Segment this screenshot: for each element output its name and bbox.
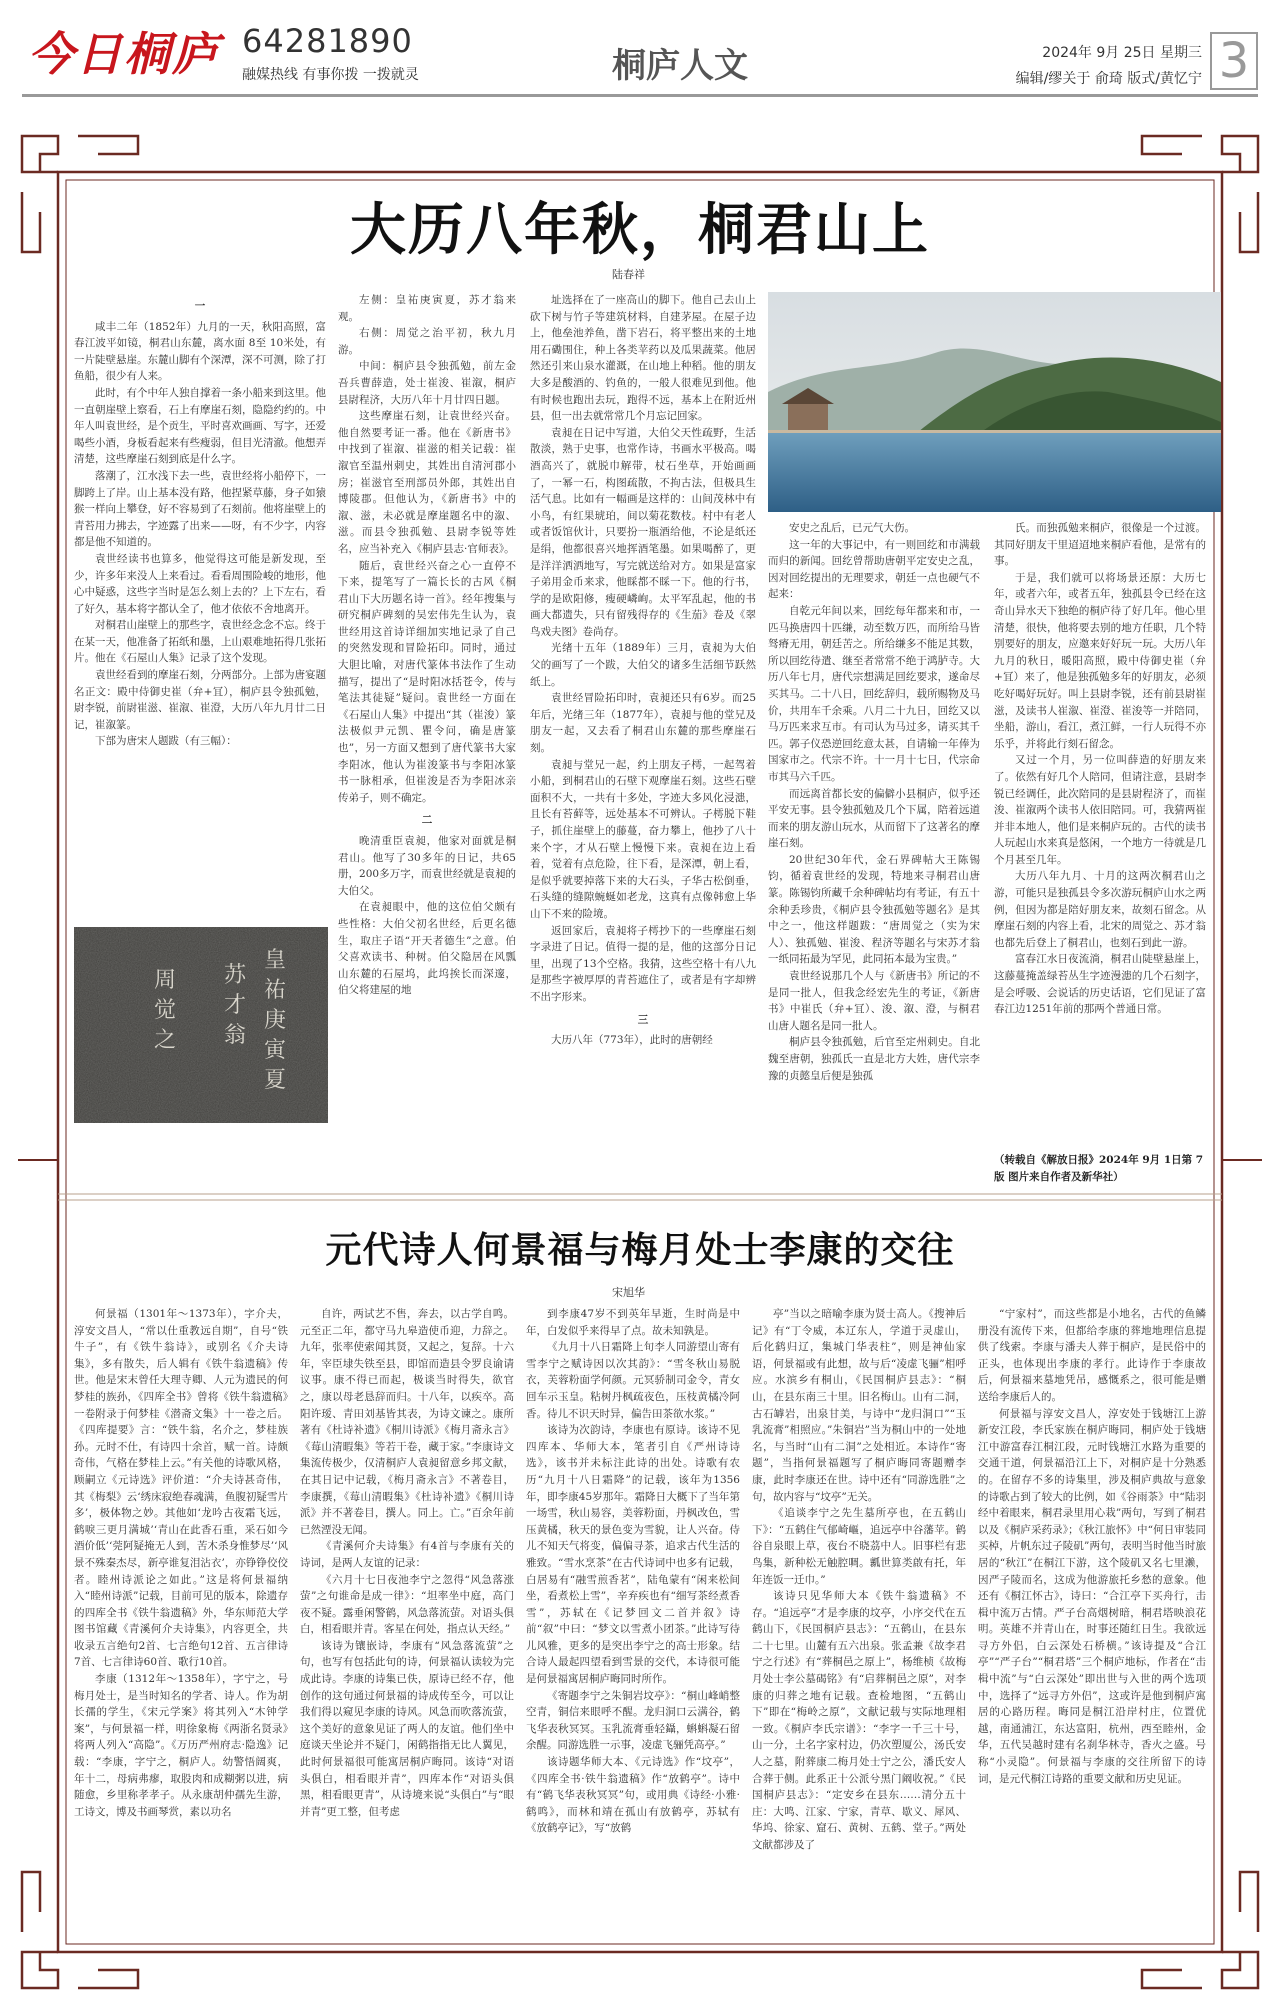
article2-column-3 — [526, 1306, 740, 1960]
paragraph: 袁世经冒险拓印时，袁昶还只有6岁。而25年后，光绪三年（1877年），袁昶与他的堂兄及朋友一起，又去看了桐君山东麓的那些摩崖石刻。 — [530, 692, 756, 755]
article1-column-5 — [994, 520, 1206, 1150]
svg-text:庚: 庚 — [264, 1008, 287, 1033]
paragraph: 该诗为镶嵌诗，李康有“风急落流萤”之句，也写有包括此句的诗，何景福认读较为完成此诗。李康的诗集已佚，原诗已经不存，他创作的这句通过何景福的诗成传至今，可以让我们得以窥见李康的诗风。风急而吹落流萤，这个美好的意象见证了两人的友谊。他们坐中庭谈天坐论并不疑门，闲鹤指指无比人翼见，此时何景福很可能寓居桐庐晦同。该诗“对语头俱白，相看眼并青”，四库本作“对语头俱黑，相看眼更青”，从诗境来说“头俱白”与“眼并青”更工整，但考虑 — [300, 1639, 514, 1818]
article2-author: 宋旭华 — [612, 1286, 645, 1299]
issue-date: 2024年 9月 25日 星期三 — [1042, 45, 1202, 61]
hotline-slogan: 融媒热线 有事你拨 一拨就灵 — [242, 67, 419, 83]
paragraph: 李康（1312年～1358年），字宁之，号梅月处士，是当时知名的学者、诗人。作为胡长孺的学生，《宋元学案》将其列入“木钟学案”，与何景福一样，明徐象梅《两浙名贤录》将两人列入“高隐”。《万历严州府志·隐逸》记载：“李康，字宁之，桐庐人。幼警悟阔爽，年十二，母病弗瘳，取股肉和成糊粥以进，病随愈，乡里称孝孝子。从永康胡仲孺先生游，工诗文，博及书画琴赏，素以功名 — [74, 1673, 288, 1818]
section-mark-1: 一 — [194, 300, 206, 312]
paragraph: 又过一个月，另一位叫薛造的好朋友来了。依然有好几个人陪同，但请注意，县尉李锐已经调任，此次陪同的是县尉程济了，而崔浚、崔溆两个读书人依旧陪同。可，我猜两崔并非本地人，他们是来桐庐玩的。古代的读书人玩起山水来真是悠闲，一个地方一待就是几个月甚至几年。 — [994, 754, 1206, 866]
paragraph: “宁家村”，而这些都是小地名，古代的鱼鳞册没有流传下来，但都给李康的葬地地理信息提供了线索。李康与潘夫人葬于桐庐，是民俗中的正头，也体现出李康的孝行。此诗作于李康故后，何景福来墓地凭吊，感慨系之，很可能是赠送给李康后人的。 — [978, 1308, 1206, 1403]
masthead-rule — [22, 94, 1258, 97]
svg-text:皇: 皇 — [264, 948, 287, 973]
tongjun-mountain-landscape-photo — [768, 292, 1221, 512]
section-title: 桐庐人文 — [612, 46, 748, 86]
paragraph: 亭”当以之暗喻李康为贤士高人。《搜神后记》有“丁令威，本辽东人，学道于灵虚山，后化鹤归辽，集城门华表柱”，则是神仙家语，何景福或有此想，故与后“凌虚飞骊”相呼应。水滨乡有桐山，《民国桐庐县志》：“桐山，在县东南三十里。旧名梅山。山有二洞，古石罅岩，出泉甘美，与诗中“龙归洞口”“玉乳流膏”相照应。”朱铜岩”当为桐山中的一处地名，与当时“山有二洞”之处相近。本诗作“寄题”，当指何景福题写了桐庐晦同寄题赠李康，此时李康还在世。诗中还有“同游选胜”之句，故内容与“坟亭”无关。 — [752, 1308, 966, 1503]
paragraph: 自许，两试艺不售，奔去，以古学自鸣。元至正二年，都守马九皋造使币迎，力辞之。九年，张率使索闻其贤，又起之，复辞。十六年，宰臣埭失铁至县，即馆而造县令罗良谕请议事。康不得已而起，极谈当时得失，欲官之，康以母老恳辞而归。十八年，以疾卒。高阳许瑷、青田刘基皆其表，为诗文谏之。康所著有《杜诗补遗》《桐川诗派》《梅月斋永言》《莓山清暇集》等若干卷，藏于家。”李康诗文集流传极少，仅清桐庐人袁昶留意乡邦文献，在其日记中记载，《梅月斋永言》不著卷目，李康撰，《莓山清暇集》《杜诗补遗》《桐川诗派》并不著卷目，撰人。同上。亡。”百余年前已然湮没无闻。 — [300, 1308, 514, 1536]
paragraph: 大历八年（773年），此时的唐朝经 — [551, 1034, 713, 1047]
svg-text:觉: 觉 — [154, 998, 177, 1023]
svg-text:寅: 寅 — [264, 1038, 287, 1063]
article2-column-1 — [74, 1306, 288, 1960]
hotline-number: 64281890 — [242, 22, 413, 60]
paragraph: 对桐君山崖壁上的那些字，袁世经念念不忘。终于在某一天，他准备了拓纸和墨，上山艰难地拓得几张拓片。他在《石屋山人集》记录了这个发现。 — [74, 619, 326, 665]
newspaper-logo: 今日桐庐 — [28, 27, 220, 81]
paragraph: 在袁昶眼中，他的这位伯父颇有些性格：大伯父初名世经，后更名德生，取庄子语“开天者德生”之意。伯父喜欢读书、种树。伯父隐居在风瓢山东麓的石屋坞，此坞挨长而深邃，伯父将建屋的地 — [338, 901, 516, 997]
article1-author: 陆春祥 — [612, 268, 645, 281]
svg-text:苏: 苏 — [224, 963, 247, 988]
paragraph: 该诗只见华师大本《铁牛翁遗稿》不存。“追远亭”才是李康的坟亭，小序交代在五鹤山下，《民国桐庐县志》：“五鹤山，在县东二十七里。山麓有五六出泉。张孟兼《故李君宁之行述》有“葬桐邑之原上”，杨维桢《故梅月处士李公墓碣铭》有“启葬桐邑之原”，对李康的归葬之地有记载。查检地图，“五鹤山下”即在“梅岭之原”，文献记载与实际地理相一致。《桐庐李氏宗谱》：“李字一千三十号，山一分，土名字家村边，仍次塑厦公，汤氏安人之墓，附葬康二梅月处士宁之公，潘氏安人合葬于侧。此系正十公派兮黑门阚收祝。”《民国桐庐县志》：“定安乡在县东……清分五十庄：大鸣、江家、宁家，青草、歇义、犀风、华坞、徐家、窟石、黄树、五鹤、堂子。”两处文献都涉及了 — [752, 1590, 966, 1851]
svg-text:之: 之 — [154, 1028, 177, 1053]
svg-text:才: 才 — [224, 993, 247, 1018]
article1-column-1 — [74, 292, 326, 924]
paragraph: 《青溪何介夫诗集》有4首与李康有关的诗词，是两人友谊的记录： — [300, 1540, 514, 1569]
masthead — [0, 0, 1280, 100]
paragraph: 袁昶在日记中写道，大伯父天性疏野，生活散淡，熟于史事，也常作诗，书画水平极高。喝酒高兴了，就脱巾解带，杖石坐草，开始画画了，一幂一石，构图疏散，不拘古法，但极具生活气息。比如有一幅画是这样的：山间茂林中有小鸟，有红果琥珀，间以菊花数枝。村中有老人或者饭馆伙计，只要扮一瓶酒给他，不论是纸还是绢，他都很喜兴地挥酒笔墨。如果喝醉了，更是洋洋洒洒地写，写完就送给对方。如果是富家子弟用金币来求，他睬都不睬一下。他的行书，学的是欧阳修，瘦硬嶙峋。太平军乱起，他的书画大都遗失，只有留残得存的《生茄》卷及《翠鸟戏夫图》卷尚存。 — [530, 426, 756, 638]
paragraph: 晚清重臣袁昶，他家对面就是桐君山。他写了30多年的日记，共65册，200多万字，而袁世经就是袁昶的大伯父。 — [338, 835, 516, 897]
paragraph: 袁世经读书也算多，他觉得这可能是新发现，至少，许多年来没人上来看过。看看周围险峻的地形，他心中疑惑，这些字当时是怎么刻上去的？上下左右，看了好久，基本将字都认全了，他才依依不舍地离开。 — [74, 552, 326, 615]
paragraph: 咸丰二年（1852年）九月的一天，秋阳高照，富春江波平如镜，桐君山东麓，离水面 8至 10米处，有一片陡壁悬崖。东麓山脚有个深潭，深不可测，除了打鱼船，很少有人来。 — [74, 320, 326, 383]
article1-column-2 — [338, 292, 516, 1100]
paragraph: 此时，有个中年人独自撑着一条小船来到这里。他一直朝崖壁上察看，石上有摩崖石刻，隐隐约约的。中年人叫袁世经，是个贡生，平时喜欢画画、写字，还爱喝些小酒，身板看起来有些瘦弱，但目光清澈。他想弄清楚，这些摩崖石刻到底是什么字。 — [74, 386, 326, 466]
paragraph: 这一年的大事记中，有一则回纥和市满载而归的新闻。回纥曾帮助唐朝平定安史之乱，因对回纥提出的无理要求，朝廷一点也硬气不起来： — [768, 538, 980, 601]
paragraph: 袁世经说那几个人与《新唐书》所记的不是同一批人，但我念经宏先生的考证，《新唐书》中崔氏（弁+冝）、浚、溆、澄，与桐君山唐人题名是同一批人。 — [768, 970, 980, 1032]
article1-headline: 大历八年秋，桐君山上 — [350, 198, 930, 263]
article2-headline: 元代诗人何景福与梅月处士李康的交往 — [325, 1230, 955, 1271]
paragraph: 《寄题李宁之朱铜岩坟亭》：“桐山峰峭整空青，铜信来眼呼不醒。龙归洞口云满谷，鹤飞华表秋冥冥。玉乳流膏垂轻鑷，蝌蝌凝石留余醒。同游选胜一示事，凌虚飞骊凭高亭。” — [526, 1689, 740, 1752]
stone-inscription-rubbing-photo — [74, 927, 328, 1123]
paragraph: 该诗题华师大本、《元诗选》作“坟亭”，《四库全书·铁牛翁遗稿》作“放鹤亭”。诗中有“鹤飞华表秋冥冥”句，或用典《诗经·小雅·鹤鸣》，而林和靖在孤山有放鹤亭，苏轼有《放鹤亭记》，写“放鹤 — [526, 1756, 740, 1835]
section-mark-2: 二 — [421, 814, 433, 827]
section-mark-3: 三 — [637, 1013, 649, 1026]
paragraph: 《追谈李宁之先生墓所亭也，在五鹤山下》：“五鹤住气郁崎嶇，追远亭中谷藩苹。鹤谷自泉眼上草，夜台不晓茘中人。旧事栏有悲鸟集，新种松无触腔啁。瓤世算类啟有托，年年连饭一迁巾。” — [752, 1507, 966, 1586]
paragraph: 而远离首都长安的偏僻小县桐庐，似乎还平安无事。县令独孤勉及几个下属，陪着远道而来的朋友游山玩水，从而留下了这著名的摩崖石刻。 — [768, 787, 980, 850]
article1-source-credit: （转载自《解放日报》2024年 9月 1日第 7版 图片来自作者及新华社） — [994, 1154, 1204, 1183]
paragraph: 自乾元年间以来，回纥每年都来和市，一匹马换唐四十匹缣，动至数万匹，而所给马皆驽瘠无用，朝廷苦之。所给缣多不能足其数，所以回纥待遣、继至者常常不绝于鸿胪寺。大历八年七月，唐代宗想满足回纥要求，遂命尽买其马。二十八日，回纥辞归，载所赐物及马价，共用车千余乘。八月二十九日，回纥又以马万匹来求互市。有司认为马过多，请买其千匹。郭子仪恐逆回纥意太甚，自请输一年俸为国家市之。代宗不许。十一月十七日，代宗命市其马六千匹。 — [768, 604, 980, 783]
article1-column-3 — [530, 292, 756, 1190]
paragraph: 光绪十五年（1889年）三月，袁昶为大伯父的画写了一个跋，大伯父的诸多生活细节跃然纸上。 — [530, 642, 756, 688]
paragraph: 右侧：周觉之治平初，秋九月游。 — [338, 327, 516, 356]
svg-text:夏: 夏 — [264, 1068, 287, 1093]
paragraph: 何景福（1301年～1373年），字介夫，淳安文昌人，“常以仕重教远自期”，自号“铁牛子”，有《铁牛翁诗》，或别名《介夫诗集》，多有散失，后人辑有《铁牛翁遗稿》传世。他是宋末曾任大理寺卿、人元为遗民的何梦桂的族孙，《四库全书》曾将《铁牛翁遗稿》一卷附录于何梦桂《潜斋文集》十一卷之后。《四库提要》言：“铁牛翁，名介之，梦桂族孙。元时不仕，有诗四十余首，赋一首。诗颇奇伟，气格在梦桂上云。”有关他的诗歌风格，顾嗣立《元诗选》评价道：“介夫诗甚奇伟，其《梅梨》云‘绣床寂绝春魂满，鱼腹初疑雪片多’，极体物之妙。其他如‘龙吟古夜霜飞远，鹤唳三更月满城’‘青山在此香石重，采石如今酒价低’‘莞阿疑掩无人到，苦木杀身惟梦尽’‘风景不殊秦杰尽，新亭谁复泪沾衣’，亦铮铮佼佼者。睦州诗派论之如此。”这是将何景福纳入“睦州诗派”记载，目前可见的版本，除遗存的四库全书《铁牛翁遗稿》外，华东师范大学图书馆藏《青溪何介夫诗集》，内容更全，共收录五言绝句2首、七言绝句12首、五言律诗7首、七言律诗60首、歌行10首。 — [74, 1308, 288, 1669]
article2-column-5 — [978, 1306, 1206, 1960]
paragraph: 中间：桐庐县令独孤勉，前左金吾兵曹薛造，处士崔浚、崔溆，桐庐县尉程济，大历八年十月廿四日题。 — [338, 360, 516, 406]
paragraph: 返回家后，袁昶将子樗抄下的一些摩崖石刻字录进了日记。值得一提的是，他的这部分日记里，出现了13个空格。我猜，这些空格十有八九是那些字被厚厚的青苔遮住了，或者是有字却辨不出字形来。 — [530, 924, 756, 1003]
paragraph: 袁昶与堂兄一起，约上朋友子樗，一起驾着小船，到桐君山的石壁下观摩崖石刻。这些石壁面积不大，一共有十多处，字迹大多风化浸漶，且长有苔藓等，远处基本不可辨认。子樗脱下鞋子，抓住崖壁上的藤蔓，奋力攀上，他抄了八十来个字，才从石壁上慢慢下来。袁昶在边上看着，觉着有点危险，往下看，是深潭，朝上看，是似乎就要掉落下来的大石头，子华古松倒垂，石头缝的缝隙蜿蜒如老龙，这真有点像韩愈上华山下不来的险境。 — [530, 758, 756, 920]
paragraph: 址选择在了一座高山的脚下。他自己去山上砍下树与竹子等建筑材料，自建茅屋。在屋子边上，他垒池养鱼，凿下岩石，将平整出来的土地用石磡围住，种上各类苹药以及瓜果蔬菜。他居然还引来山泉水灌溉，在山地上种稻。他的朋友大多是酸酒的、钓鱼的，一般人很难见到他。他有时候也跑出去玩，跑得不远，基本上在附近州县，但一出去就常常几个月忘记回家。 — [530, 294, 756, 423]
article2-column-2 — [300, 1306, 514, 1960]
paragraph: 桐庐县令独孤勉，后官至定州刺史。自北魏至唐朝，独孤氏一直是北方大姓，唐代宗李豫的贞懿皇后便是独孤 — [768, 1036, 980, 1082]
paragraph: 左侧：皇祐庚寅夏，苏才翁来观。 — [338, 294, 516, 323]
paragraph: 该诗为次韵诗，李康也有原诗。该诗不见四库本、华师大本，笔者引自《严州诗诗选》，该书并未标注此诗的出处。诗歌有农历“九月十八日霜降”的记载，该年为1356年，即李康45岁那年。霜降日大概下了当年第一场雪，秋山易容，美蓉粉面，丹枫改色，雪压黄橘，秋天的景色变为雪貌，让人兴奋。侍儿不知天气将变，偏偏寻茶，追求古代生活的雅致。“雪水烹茶”在古代诗词中也多有记载，白居易有“融雪煎香茗”，陆龟蒙有“闲来松间坐，看煮松上雪”，辛弃疾也有“细写茶经煮香雪”，苏轼在《记梦回文二首并叙》诗前“叙”中曰：“梦文以雪煮小团茶。”此诗写待儿风雅，更多的是突出李宁之的高士形象。结合诗人最起四望看到雪景的交代，本诗很可能是何景福寓居桐庐晦同时所作。 — [526, 1424, 740, 1686]
svg-text:翁: 翁 — [224, 1023, 247, 1048]
paragraph: 落潮了，江水浅下去一些，袁世经将小船停下，一脚跨上了岸。山上基本没有路，他捏紧草藤，身子如猿猴一样向上攀登，好不容易到了石刻前。他将崖壁上的青苔用力拂去，字迹露了出来——呀，有不少字，内容都是他不知道的。 — [74, 469, 326, 549]
paragraph: 《九月十八日霜降上旬李人同游望山寄有雪李宁之赋诗因以次其韵》：“雪冬秋山易脱衣，芙蓉粉面学何颜。元冥骄制司金令，青女回车示玉皇。粘树丹枫疏夜色，压枝黄橘冷阿香。待儿不识天时异，偏告田茶欲水浆。” — [526, 1341, 740, 1420]
paragraph: 氏。而独孤勉来桐庐，很像是一个过渡。其同好朋友干里迢迢地来桐庐看他，是常有的事。 — [994, 522, 1206, 568]
paragraph: 20世纪30年代，金石界碑帖大王陈锡钧，循着袁世经的发现，特地来寻桐君山唐篆。陈锡钧所藏千余种碑帖均有考证，有五十余种丢珍贵，《桐庐县令独孤勉等题名》是其中之一，他这样题跋：“唐周觉之（实为宋人）、独孤勉、崔浚、程济等题名与宋苏才翁一纸同拓最为罕见，此同拓本最为宝贵。” — [768, 853, 980, 966]
paragraph: 《六月十七日夜池李宁之忽得“风急落涨萤”之句谁命是成一律》：“坦率坐中庭，高门夜不疑。露垂闲警鹤，风急落流萤。对语头俱白，相看眼并青。客星在何处，指点认天经。” — [300, 1573, 514, 1636]
svg-text:周: 周 — [154, 968, 177, 993]
paragraph: 到李康47岁不到英年早逝，生时尚是中年，白发似乎来得早了点。故未知孰是。 — [526, 1308, 740, 1337]
svg-text:祐: 祐 — [264, 978, 287, 1003]
paragraph: 袁世经看到的摩崖石刻，分两部分。上部为唐宴题名正文：殿中侍御史崔（弁+冝），桐庐县令独孤勉，尉李锐，前尉崔滋、崔溆、崔澄，大历八年九月廿二日记，崔溆篆。 — [74, 669, 326, 731]
paragraph: 大历八年九月、十月的这两次桐君山之游，可能只是独孤县令多次游玩桐庐山水之两例，但因为都是陪好朋友来，故刻石留念。从摩崖石刻的内容上看，北宋的周觉之、苏才翁也都先后登上了桐君山，也刻石到此一游。 — [994, 870, 1206, 949]
paragraph: 下部为唐宋人题跋（有三幅）： — [95, 735, 237, 748]
paragraph: 这些摩崖石刻，让袁世经兴奋。他自然要考证一番。他在《新唐书》中找到了崔溆、崔滋的相关记载：崔溆官至温州刺史，其姓出自清河郡小房；崔滋官至刑部员外郎，其姓出自博陵郡。但他认为，《新唐书》中的溆、滋，未必就是摩崖题名中的溆、滋。而县令独孤勉、县尉李锐等姓名，应当补充入《桐庐县志·官师表》。 — [338, 410, 516, 555]
paragraph: 随后，袁世经兴奋之心一直停不下来，提笔写了一篇长长的古风《桐君山下大历题名诗一首》。经年搜集与研究桐庐碑刻的吴宏伟先生认为，袁世经用这首诗详细加实地记录了自己的突然发现和冒险拓印。同时，通过大胆比喻，对唐代篆体书法作了生动描写，提出了“是时阳冰括苍令，传与笔法其徒疑”疑问。袁世经一方面在《石屋山人集》中提出“其（崔浚）篆法极似尹元凯、瞿令问，确是唐篆也”，另一方面又想到了唐代篆书大家李阳冰，他认为崔浚篆书与李阳冰篆书一脉相承，但崔浚是否为李阳冰亲传弟子，则不确定。 — [338, 559, 516, 804]
paragraph: 富春江水日夜流淌，桐君山陡壁悬崖上，这藤蔓掩盖绿苔丛生字迹漫漶的几个石刻字，是会呼吸、会说话的历史话语，它们见证了富春江边1251年前的那两个普通日常。 — [994, 953, 1206, 1016]
article1-column-4 — [768, 520, 980, 1226]
paragraph: 安史之乱后，已元气大伤。 — [789, 522, 915, 534]
editor-credits: 编辑/缪关于 俞琦 版式/黄忆宁 — [1015, 71, 1202, 87]
article2-column-4 — [752, 1306, 966, 1960]
paragraph: 于是，我们就可以将场景还原：大历七年，或者六年，或者五年，独孤县令已经在这奇山异水天下独绝的桐庐待了好几年。他心里清楚，很快，他将要去别的地方任职，几个特别要好的朋友，应邀来好好玩一玩。大历八年九月的秋日，暖阳高照，殿中侍御史崔（弁+冝）来了，他是独孤勉多年的好朋友，必须吃好喝好玩好。叫上县尉李锐，还有前县尉崔滋，及读书人崔溆、崔澄、崔浚等一并陪同，坐船，游山，看江，煮江鲜，一行人玩得不亦乐乎，并将此行刻石留念。 — [994, 571, 1206, 750]
page-number: 3 — [1210, 32, 1258, 90]
paragraph: 何景福与淳安文昌人，淳安处于钱塘江上游新安江段，李氏家族在桐庐晦同，桐庐处于钱塘江中游富春江桐江段，元时钱塘江水路为重要的交通干道，何景福沿江上下，对桐庐是十分熟悉的。在留存不多的诗集里，涉及桐庐典故与意象的诗歌占到了较大的比例，如《谷雨茶》中“陆羽经中着眼来，桐君录里用心栽”两句，写到了桐君以及《桐庐采药录》；《秋江旅怀》中“何日审装同买棹，片帆东过子陵矶”两句，表明当时他当时旅居的“秋江”在桐江下游，这个陵矶又名七里濑，因严子陵而名，这成为他游旅托乡愁的意象。他还有《桐江怀古》，诗曰：“合江亭下买舟行，击楫中流万古情。严子台高烟树暗，桐君塔映浪花明。英雄不并青山在，时事还随红日生。我欲远寻方外侣，白云深处石桥横。”该诗提及“合江亭”“严子台”“桐君塔”三个桐庐地标，作者在“击楫中流”与“白云深处”即出世与入世的两个选项中，选择了“远寻方外侣”，这或许是他到桐庐寓居的心路历程。晦同是桐江沿岸村庄，位置优越，南通浦江，东达富阳，杭州，西至睦州，金华，五代吴越时建有名刹华林寺，香火之盛。号称“小灵隐”。何景福与李康的交往所留下的诗词，是元代桐江诗路的重要文献和历史见证。 — [978, 1407, 1206, 1785]
